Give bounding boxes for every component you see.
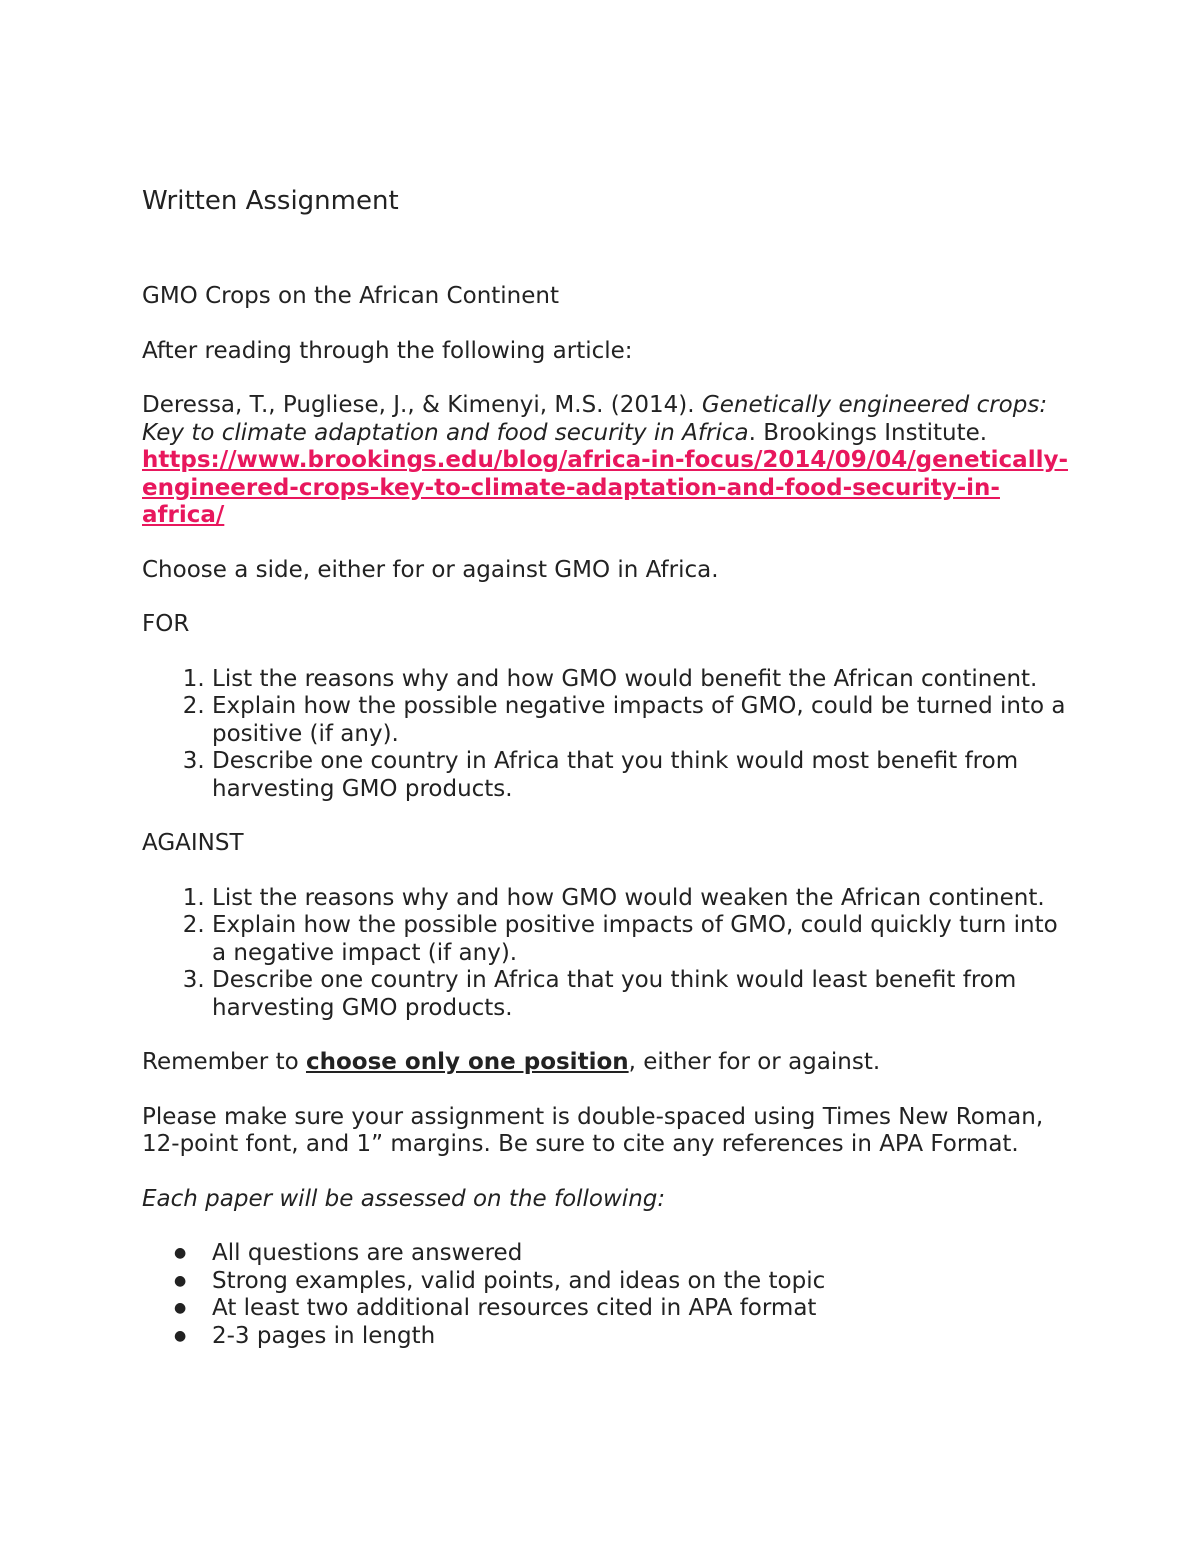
for-heading: FOR bbox=[142, 611, 190, 637]
against-heading: AGAINST bbox=[142, 830, 244, 856]
for-list bbox=[142, 666, 1072, 804]
citation-publisher: . Brookings Institute. bbox=[748, 419, 988, 446]
criteria-list bbox=[142, 1240, 1072, 1350]
against-item-2: 2. Explain how the possible positive impacts of GMO, could quickly turn into a negative impact (if any). bbox=[212, 912, 1072, 967]
citation-authors: Deressa, T., Pugliese, J., & Kimenyi, M.S. (2014). bbox=[142, 392, 702, 418]
document-title: Written Assignment bbox=[142, 186, 399, 216]
for-item-3: 3. Describe one country in Africa that you think would most benefit from harvesting GMO products. bbox=[212, 748, 1072, 803]
citation-title: Genetically engineered crops: Key to climate adaptation and food security in Africa bbox=[142, 392, 1048, 446]
criteria-item-1: ● All questions are answered bbox=[212, 1240, 1072, 1268]
remember-after: , either for or against. bbox=[628, 1049, 881, 1075]
remember-text bbox=[142, 1049, 1072, 1077]
for-item-1: 1. List the reasons why and how GMO would benefit the African continent. bbox=[212, 666, 1072, 694]
assessed-intro: Each paper will be assessed on the following: bbox=[142, 1185, 666, 1212]
criteria-item-4: ● 2-3 pages in length bbox=[212, 1323, 1072, 1351]
assignment-subtitle: GMO Crops on the African Continent bbox=[142, 283, 559, 309]
format-note: Please make sure your assignment is double-spaced using Times New Roman, 12-point font, and 1” margins. Be sure to cite any references in APA Format. bbox=[142, 1103, 1044, 1157]
criteria-item-3: ● At least two additional resources cited in APA format bbox=[212, 1295, 1072, 1323]
against-item-1: 1. List the reasons why and how GMO would weaken the African continent. bbox=[212, 885, 1072, 913]
against-item-3: 3. Describe one country in Africa that you think would least benefit from harvesting GMO products. bbox=[212, 967, 1072, 1022]
criteria-item-2: ● Strong examples, valid points, and ideas on the topic bbox=[212, 1268, 1072, 1296]
remember-before: Remember to bbox=[142, 1049, 306, 1075]
choose-side-text: Choose a side, either for or against GMO in Africa. bbox=[142, 556, 719, 583]
against-list bbox=[142, 885, 1072, 1023]
citation-link[interactable]: https://www.brookings.edu/blog/africa-in-focus/2014/09/04/genetically-engineered-crops-key-to-climate-adaptation-and-food-security-in-africa/ bbox=[142, 447, 1068, 528]
intro-text: After reading through the following article: bbox=[142, 337, 633, 364]
for-item-2: 2. Explain how the possible negative impacts of GMO, could be turned into a positive (if any). bbox=[212, 693, 1072, 748]
document-body bbox=[142, 183, 1072, 1377]
remember-emphasis: choose only one position bbox=[305, 1049, 629, 1075]
article-citation bbox=[142, 392, 1072, 530]
